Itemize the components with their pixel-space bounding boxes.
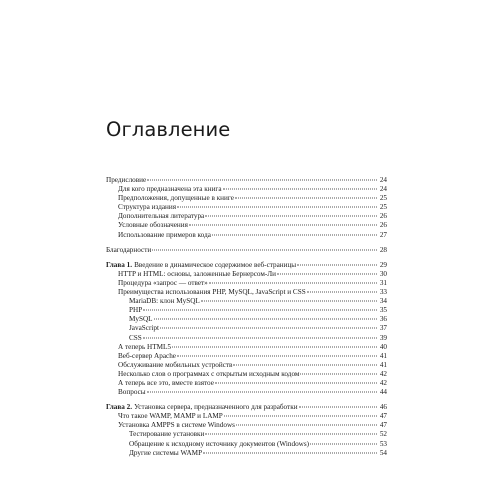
toc-entry-title: Структура издания bbox=[118, 203, 177, 212]
toc-entry[interactable] bbox=[106, 279, 387, 288]
toc-entry[interactable] bbox=[106, 194, 387, 203]
chapter-label: Глава 1. bbox=[106, 260, 133, 269]
toc-entry-title: Для кого предназначена эта книга bbox=[118, 185, 222, 194]
toc-entry-title: Условные обозначения bbox=[118, 221, 188, 230]
toc-page-number: 44 bbox=[379, 388, 387, 397]
toc-entry-chapter-1[interactable] bbox=[106, 261, 387, 270]
toc-entry[interactable] bbox=[106, 343, 387, 352]
toc-entry-preface[interactable] bbox=[106, 176, 387, 185]
toc-page-number: 33 bbox=[379, 288, 387, 297]
toc-page-number: 52 bbox=[379, 430, 387, 439]
toc-page-number: 39 bbox=[379, 333, 387, 342]
dot-leader bbox=[224, 416, 377, 417]
toc-entry-title: Процедура «запрос — ответ» bbox=[118, 278, 208, 287]
toc-entry[interactable] bbox=[106, 421, 387, 430]
toc-entry-title: Преимущества использования PHP, MySQL, JavaScript и CSS bbox=[118, 288, 306, 297]
toc-entry-title: Что такое WAMP, MAMP и LAMP bbox=[118, 412, 223, 421]
toc-entry[interactable] bbox=[106, 324, 387, 333]
toc-page-number: 27 bbox=[379, 230, 387, 239]
toc-entry-title: Вопросы bbox=[118, 388, 146, 397]
dot-leader bbox=[307, 292, 377, 293]
toc-entry[interactable] bbox=[106, 449, 387, 458]
toc-entry[interactable] bbox=[106, 185, 387, 194]
toc-entry-title: PHP bbox=[129, 306, 143, 315]
toc-entry[interactable] bbox=[106, 361, 387, 370]
toc-chapter-heading bbox=[106, 403, 298, 412]
dot-leader bbox=[212, 234, 377, 235]
toc-entry-title: Обращение к исходному источнику документов (Windows) bbox=[129, 439, 310, 448]
dot-leader bbox=[205, 216, 377, 217]
toc-page-number: 25 bbox=[379, 194, 387, 203]
toc-page-number: 46 bbox=[379, 403, 387, 412]
toc-entry-title: MySQL bbox=[129, 315, 153, 324]
toc-entry-title: Предисловие bbox=[106, 176, 147, 184]
dot-leader bbox=[209, 282, 377, 283]
toc-page-number: 54 bbox=[379, 448, 387, 457]
toc-page-number: 37 bbox=[379, 324, 387, 333]
toc-page-number: 40 bbox=[379, 342, 387, 351]
dot-leader bbox=[152, 249, 377, 250]
toc-page-number: 24 bbox=[379, 185, 387, 194]
toc-entry-title: Тестирование установки bbox=[129, 430, 205, 439]
toc-entry[interactable] bbox=[106, 212, 387, 221]
dot-leader bbox=[143, 310, 377, 311]
dot-leader bbox=[215, 382, 377, 383]
toc-page-number: 47 bbox=[379, 412, 387, 421]
toc-entry-title: Веб-сервер Apache bbox=[118, 351, 176, 360]
toc-entry-chapter-2[interactable] bbox=[106, 403, 387, 412]
dot-leader bbox=[236, 425, 377, 426]
dot-leader bbox=[177, 207, 377, 208]
dot-leader bbox=[310, 443, 377, 444]
toc-entry-title: Установка сервера, предназначенного для разработки bbox=[134, 403, 298, 412]
toc-page-number: 31 bbox=[379, 278, 387, 287]
toc-entry[interactable] bbox=[106, 297, 387, 306]
toc-entry[interactable] bbox=[106, 388, 387, 397]
dot-leader bbox=[172, 346, 377, 347]
toc-page-number: 42 bbox=[379, 378, 387, 387]
dot-leader bbox=[177, 355, 377, 356]
dot-leader bbox=[154, 319, 377, 320]
dot-leader bbox=[297, 264, 377, 265]
dot-leader bbox=[205, 434, 377, 435]
toc-page-number: 30 bbox=[379, 269, 387, 278]
toc-entry-thanks[interactable] bbox=[106, 246, 387, 255]
toc-entry[interactable] bbox=[106, 430, 387, 439]
toc-entry-title: Введение в динамическое содержимое веб-страницы bbox=[134, 260, 297, 269]
toc-page-number: 28 bbox=[379, 245, 387, 254]
dot-leader bbox=[223, 189, 377, 190]
toc-page-number: 35 bbox=[379, 306, 387, 315]
toc-page-number: 29 bbox=[379, 260, 387, 269]
toc-page-number: 36 bbox=[379, 315, 387, 324]
dot-leader bbox=[147, 392, 377, 393]
dot-leader bbox=[299, 407, 377, 408]
toc-entry-title: HTTP и HTML: основы, заложенные Бернерсом-Ли bbox=[118, 269, 277, 278]
dot-leader bbox=[235, 198, 377, 199]
dot-leader bbox=[203, 452, 377, 453]
toc-chapter-heading bbox=[106, 261, 296, 270]
chapter-label: Глава 2. bbox=[106, 403, 133, 412]
toc-entry[interactable] bbox=[106, 440, 387, 449]
toc-entry[interactable] bbox=[106, 412, 387, 421]
table-of-contents bbox=[106, 176, 387, 458]
toc-entry-title: Установка AMPPS в системе Windows bbox=[118, 421, 235, 430]
toc-entry-title: MariaDB: клон MySQL bbox=[129, 297, 200, 306]
toc-page-number: 34 bbox=[379, 297, 387, 306]
toc-entry-title: Несколько слов о программах с открытым исходным кодом bbox=[118, 369, 300, 378]
toc-entry[interactable] bbox=[106, 270, 387, 279]
toc-page-number: 41 bbox=[379, 351, 387, 360]
toc-page-number: 53 bbox=[379, 439, 387, 448]
dot-leader bbox=[143, 337, 377, 338]
dot-leader bbox=[233, 364, 377, 365]
dot-leader bbox=[160, 328, 377, 329]
page-title: Оглавление bbox=[106, 118, 231, 141]
toc-entry-title: А теперь HTML5 bbox=[118, 342, 171, 351]
toc-entry[interactable] bbox=[106, 315, 387, 324]
toc-page-number: 47 bbox=[379, 421, 387, 430]
toc-page-number: 24 bbox=[379, 176, 387, 184]
toc-entry-title: А теперь все это, вместе взятое bbox=[118, 378, 214, 387]
toc-entry-title: Благодарности bbox=[106, 245, 152, 254]
dot-leader bbox=[147, 180, 377, 181]
dot-leader bbox=[300, 373, 377, 374]
dot-leader bbox=[201, 301, 377, 302]
toc-entry-title: Другие системы WAMP bbox=[129, 448, 203, 457]
toc-entry[interactable] bbox=[106, 288, 387, 297]
toc-entry[interactable] bbox=[106, 334, 387, 343]
toc-entry[interactable] bbox=[106, 231, 387, 240]
toc-entry-title: Дополнительная литература bbox=[118, 212, 205, 221]
dot-leader bbox=[277, 273, 377, 274]
toc-page-number: 41 bbox=[379, 360, 387, 369]
toc-entry-title: Использование примеров кода bbox=[118, 230, 211, 239]
toc-entry[interactable] bbox=[106, 379, 387, 388]
toc-page-number: 25 bbox=[379, 203, 387, 212]
toc-entry-title: Обслуживание мобильных устройств bbox=[118, 360, 233, 369]
toc-entry[interactable] bbox=[106, 306, 387, 315]
toc-page-number: 42 bbox=[379, 369, 387, 378]
toc-entry[interactable] bbox=[106, 203, 387, 212]
toc-page-number: 26 bbox=[379, 221, 387, 230]
toc-entry-title: Предположения, допущенные в книге bbox=[118, 194, 234, 203]
dot-leader bbox=[189, 225, 377, 226]
toc-entry-title: JavaScript bbox=[129, 324, 159, 333]
toc-entry[interactable] bbox=[106, 352, 387, 361]
toc-page-number: 26 bbox=[379, 212, 387, 221]
toc-entry[interactable] bbox=[106, 370, 387, 379]
toc-entry[interactable] bbox=[106, 221, 387, 230]
toc-entry-title: CSS bbox=[129, 333, 142, 342]
